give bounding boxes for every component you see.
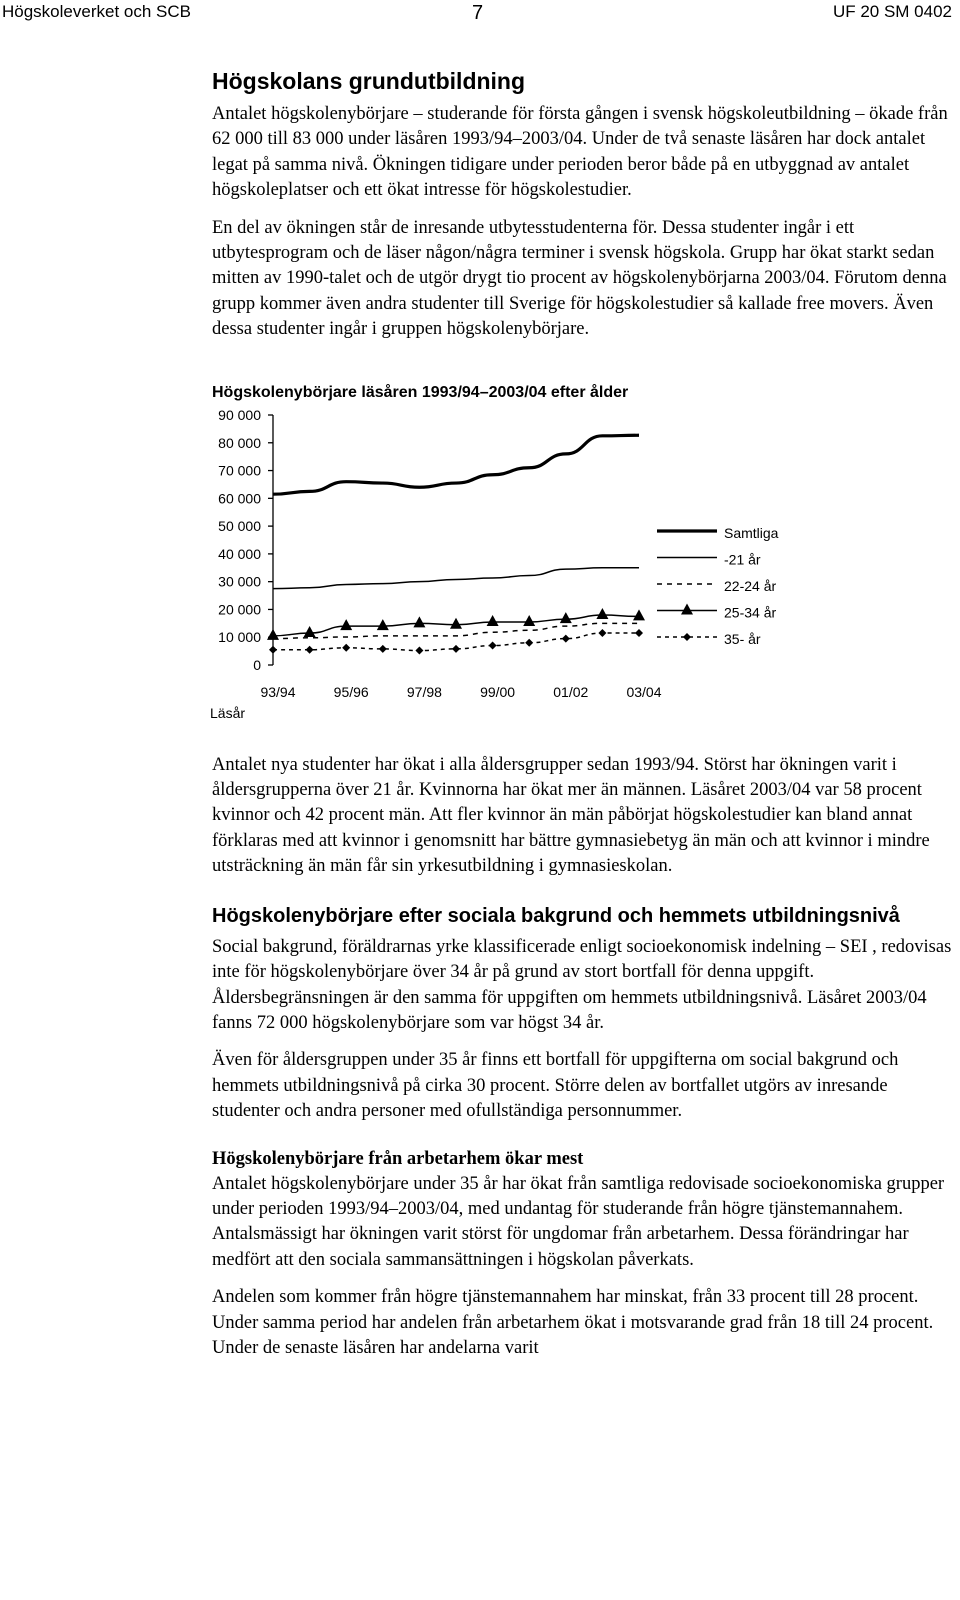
data-point-marker: [525, 638, 533, 646]
legend-label: 22-24 år: [724, 577, 777, 594]
legend-label: 25-34 år: [724, 604, 777, 621]
header-series-id: UF 20 SM 0402: [832, 2, 952, 21]
x-tick-label: 99/00: [480, 683, 516, 700]
y-tick-label: 80 000: [218, 434, 261, 451]
data-point-marker: [450, 617, 462, 628]
legend-label: Samtliga: [724, 524, 779, 541]
data-point-marker: [415, 646, 423, 654]
x-tick-label: 03/04: [626, 683, 662, 700]
page-number: 7: [472, 2, 484, 24]
paragraph: Social bakgrund, föräldrarnas yrke klassificerade enligt socioekonomisk indelning – SEI , redovisas inte för högskolenybörjare över 34 år på grund av stort bortfall för denna uppgift. Åldersbegränsningen är den samma för uppgiften om hemmets utbildningsnivå. Läsåret 2003/04 fanns 72 000 högskolenybörjare som var högst 34 år.: [212, 936, 952, 1033]
section-title-social-bakgrund: Högskolenybörjare efter sociala bakgrund och hemmets utbildningsnivå: [212, 904, 900, 927]
data-point-marker: [596, 608, 608, 619]
x-tick-label: 95/96: [333, 683, 369, 700]
paragraph: Antalet nya studenter har ökat i alla åldersgrupper sedan 1993/94. Störst har ökningen varit i åldersgrupperna över 21 år. Kvinnorna har ökat mer än männen. Läsåret 2003/04 var 58 procent kvinnor och 42 procent män. Att fler kvinnor än män påbörjat högskolestudier kan bland annat förklaras med att kvinnor i genomsnitt har bättre gymnasiebetyg än män och att kvinnor i mindre utsträckning än män får sin yrkesutbildning i gymnasieskolan.: [212, 754, 930, 877]
page-content: [212, 66, 956, 1373]
header-publisher: Högskoleverket och SCB: [2, 2, 191, 21]
y-tick-label: 50 000: [218, 517, 261, 534]
data-point-marker: [267, 628, 279, 639]
paragraph: Antalet högskolenybörjare – studerande för första gången i svensk högskoleutbildning – ökade från 62 000 till 83 000 under läsåren 1993/94–2003/04. Under de två senaste läsåren har dock antalet legat på samma nivå. Ökningen tidigare under perioden beror både på en utbyggnad av antalet högskoleplatser och ett ökat intresse för högskolestudier.: [212, 104, 948, 201]
y-tick-label: 60 000: [218, 489, 261, 506]
y-tick-label: 70 000: [218, 462, 261, 479]
data-point-marker: [340, 619, 352, 630]
paragraph: Antalet högskolenybörjare under 35 år har ökat från samtliga redovisade socioekonomiska grupper under perioden 1993/94–2003/04, med undantag för studerande från högre tjänstemannahem. Antalsmässigt har ökningen varit störst för ungdomar från arbetarhem. Dessa förändringar har medfört att den sociala sammansättningen i högskolan påverkats.: [212, 1173, 945, 1270]
y-tick-label: 20 000: [218, 601, 261, 618]
y-tick-label: 40 000: [218, 545, 261, 562]
data-point-marker: [562, 634, 570, 642]
line-chart: [212, 403, 956, 753]
x-tick-label: 93/94: [260, 683, 296, 700]
legend-label: 35- år: [724, 630, 761, 647]
y-tick-label: 30 000: [218, 573, 261, 590]
paragraph: Även för åldersgruppen under 35 år finns ett bortfall för uppgifterna om social bakgrund och hemmets utbildningsnivå på cirka 30 procent. Större delen av bortfallet utgörs av inresande studenter och andra personer med ofullständiga personnummer.: [212, 1050, 899, 1122]
data-point-marker: [560, 612, 572, 623]
data-point-marker: [377, 619, 389, 630]
y-tick-label: 0: [253, 656, 261, 673]
chart-canvas: [0, 403, 960, 753]
x-axis-label: Läsår: [210, 704, 246, 721]
legend-marker: [681, 603, 693, 614]
chart-title: Högskolenybörjare läsåren 1993/94–2003/04 efter ålder: [212, 383, 629, 401]
data-point-marker: [598, 629, 606, 637]
data-point-marker: [523, 615, 535, 626]
data-point-marker: [304, 626, 316, 637]
paragraph: Andelen som kommer från högre tjänstemannahem har minskat, från 33 procent till 28 procent. Under samma period har andelen från arbetarhem ökat i motsvarande grad från 18 till 24 procent. Under de senaste läsåren har andelarna varit: [212, 1287, 934, 1358]
data-point-marker: [306, 645, 314, 653]
data-point-marker: [342, 643, 350, 651]
series-line-0: [273, 435, 639, 494]
data-point-marker: [413, 616, 425, 627]
data-point-marker: [489, 641, 497, 649]
paragraph: En del av ökningen står de inresande utbytesstudenterna för. Dessa studenter ingår i ett utbytesprogram och de läser någon/några terminer i svensk högskola. Grupp har ökat starkt sedan mitten av 1990-talet och de utgör drygt tio procent av högskolenybörjarna 2003/04. Förutom denna grupp kommer även andra studenter till Sverige för högskolestudier så kallade free movers. Även dessa studenter ingår i gruppen högskolenybörjare.: [212, 217, 947, 340]
x-tick-label: 97/98: [406, 683, 442, 700]
page-header: [0, 2, 960, 26]
section-title-grundutbildning: Högskolans grundutbildning: [212, 68, 526, 94]
data-point-marker: [635, 629, 643, 637]
legend-marker: [683, 633, 691, 641]
section-title-arbetarhem: Högskolenybörjare från arbetarhem ökar mest: [212, 1148, 584, 1169]
data-point-marker: [269, 645, 277, 653]
series-line-1: [273, 567, 639, 588]
legend-label: -21 år: [724, 551, 761, 568]
data-point-marker: [452, 645, 460, 653]
data-point-marker: [487, 615, 499, 626]
x-tick-label: 01/02: [553, 683, 589, 700]
y-tick-label: 10 000: [218, 628, 261, 645]
data-point-marker: [379, 645, 387, 653]
y-tick-label: 90 000: [218, 406, 261, 423]
data-point-marker: [633, 609, 645, 620]
